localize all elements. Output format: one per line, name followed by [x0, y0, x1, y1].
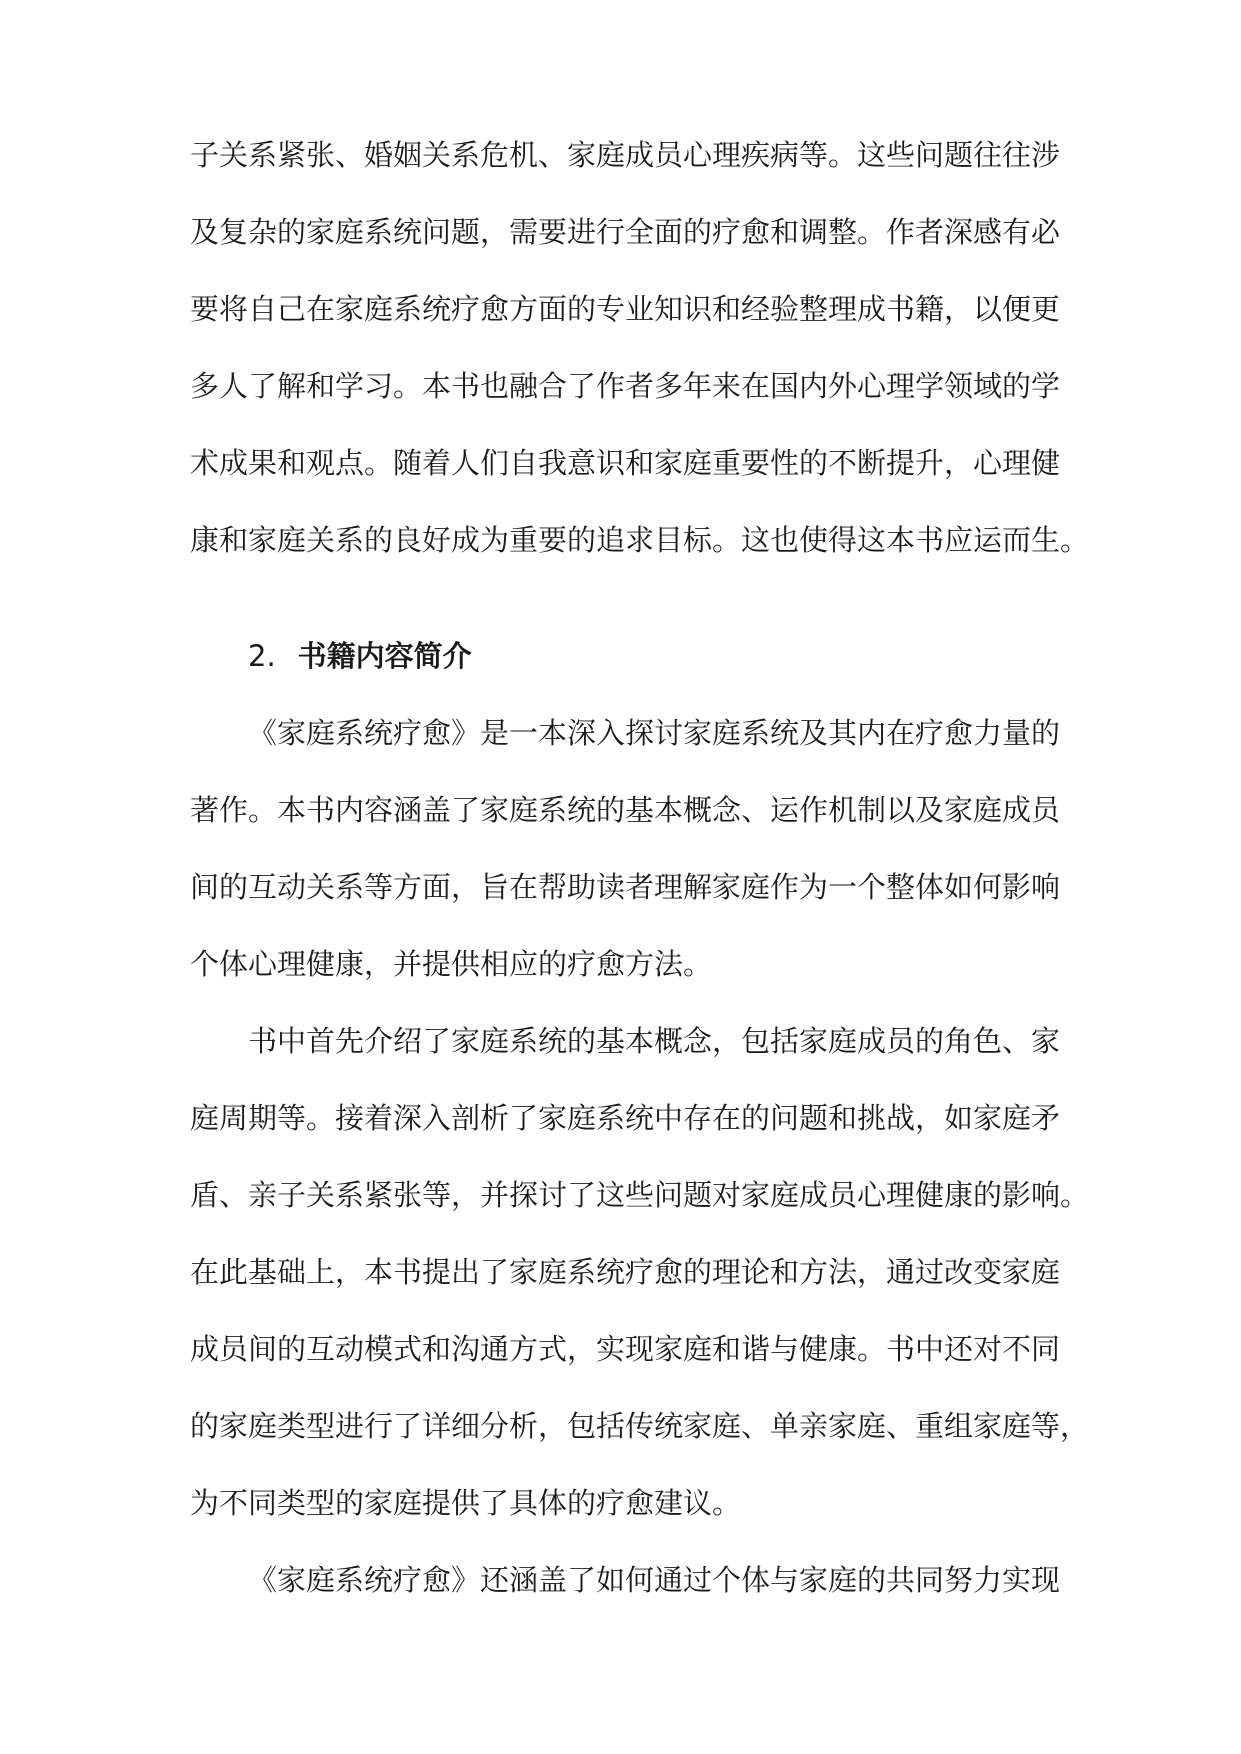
- paragraph-line: 书中首先介绍了家庭系统的基本概念，包括家庭成员的角色、家: [248, 1024, 1061, 1058]
- section-number: 2.: [248, 639, 276, 673]
- section-heading: [248, 636, 472, 676]
- paragraph-line: 及复杂的家庭系统问题，需要进行全面的疗愈和调整。作者深感有必: [190, 215, 1061, 249]
- paragraph-line: 要将自己在家庭系统疗愈方面的专业知识和经验整理成书籍，以便更: [190, 292, 1061, 326]
- paragraph-line: 在此基础上，本书提出了家庭系统疗愈的理论和方法，通过改变家庭: [190, 1255, 1061, 1289]
- paragraph-line: 庭周期等。接着深入剖析了家庭系统中存在的问题和挑战，如家庭矛: [190, 1101, 1061, 1135]
- paragraph-line: 盾、亲子关系紧张等，并探讨了这些问题对家庭成员心理健康的影响。: [190, 1178, 1090, 1212]
- paragraph-line: 《家庭系统疗愈》是一本深入探讨家庭系统及其内在疗愈力量的: [248, 716, 1061, 750]
- paragraph-line: 的家庭类型进行了详细分析，包括传统家庭、单亲家庭、重组家庭等，: [190, 1409, 1090, 1443]
- paragraph-line: 著作。本书内容涵盖了家庭系统的基本概念、运作机制以及家庭成员: [190, 793, 1061, 827]
- paragraph-line: 《家庭系统疗愈》还涵盖了如何通过个体与家庭的共同努力实现: [248, 1563, 1061, 1597]
- paragraph-line: 间的互动关系等方面，旨在帮助读者理解家庭作为一个整体如何影响: [190, 870, 1061, 904]
- paragraph-line: 为不同类型的家庭提供了具体的疗愈建议。: [190, 1486, 742, 1520]
- paragraph-line: 康和家庭关系的良好成为重要的追求目标。这也使得这本书应运而生。: [190, 523, 1090, 557]
- paragraph-line: 术成果和观点。随着人们自我意识和家庭重要性的不断提升，心理健: [190, 446, 1061, 480]
- paragraph-line: 子关系紧张、婚姻关系危机、家庭成员心理疾病等。这些问题往往涉: [190, 138, 1061, 172]
- paragraph-line: 个体心理健康，并提供相应的疗愈方法。: [190, 947, 713, 981]
- paragraph-line: 成员间的互动模式和沟通方式，实现家庭和谐与健康。书中还对不同: [190, 1332, 1061, 1366]
- paragraph-line: 多人了解和学习。本书也融合了作者多年来在国内外心理学领域的学: [190, 369, 1061, 403]
- section-title: 书籍内容简介: [297, 639, 472, 673]
